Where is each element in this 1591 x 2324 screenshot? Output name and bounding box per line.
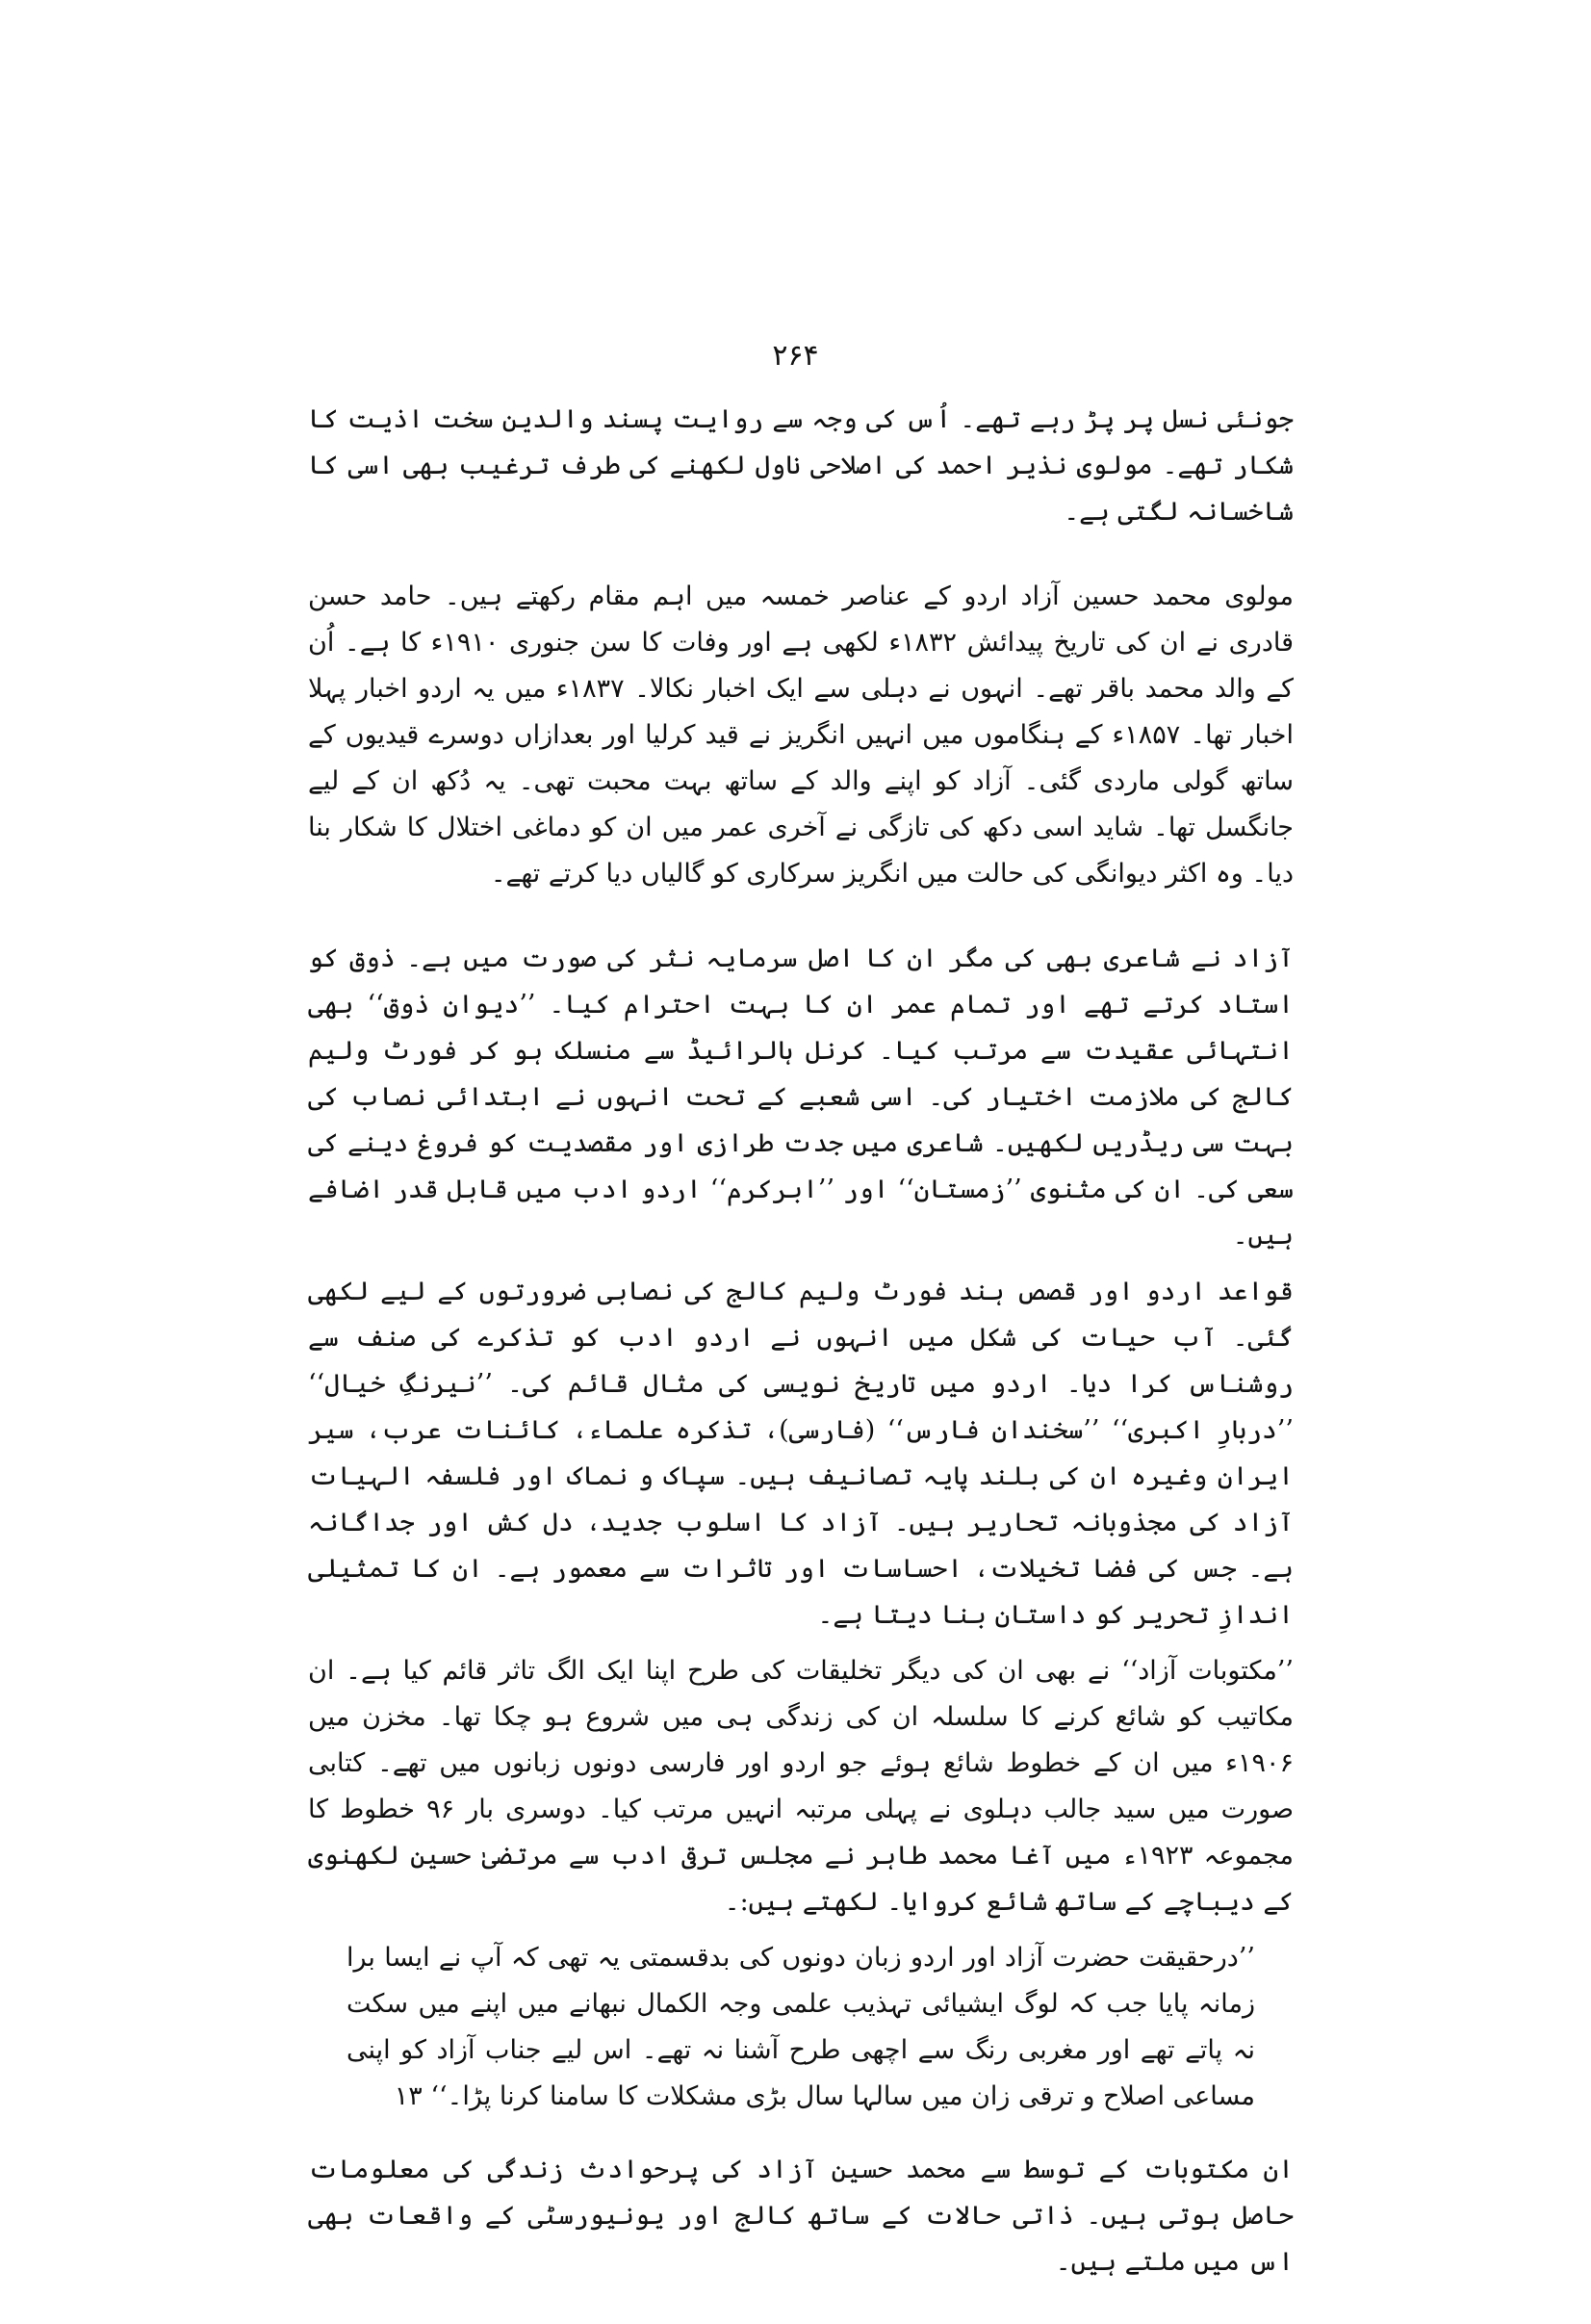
paragraph: جونئی نسل پر پڑ رہے تھے۔ اُس کی وجہ سے روایت پسند والدین سخت اذیت کا شکار تھے۔ مولوی نذیر احمد کی اصلاحی ناول لکھنے کی طرف ترغیب بھی اسی کا شاخسانہ لگتی ہے۔ [308, 404, 1294, 527]
page-number: ۲۶۴ [772, 339, 819, 373]
body-text [308, 397, 1294, 2324]
closing-paragraph: ان مکتوبات کے توسط سے محمد حسین آزاد کی پرحوادث زندگی کی معلومات حاصل ہوتی ہیں۔ ذاتی حالات کے ساتھ کالج اور یونیورسٹی کے واقعات بھی اس میں ملتے ہیں۔ [308, 2155, 1294, 2277]
paragraph: قواعد اردو اور قصص ہند فورٹ ولیم کالج کی نصابی ضرورتوں کے لیے لکھی گئی۔ آب حیات کی شکل میں انہوں نے اردو ادب کو تذکرے کی صنف سے روشناس کرا دیا۔ اردو میں تاریخ نویسی کی مثال قائم کی۔ ’’نیرنگِ خیال‘‘ ’’دربارِ اکبری‘‘ ’’سخندانِ فارس‘‘ (فارسی)، تذکرہ علماء، کائنات عرب، سیر ایران وغیرہ ان کی بلند پایہ تصانیف ہیں۔ سپاک و نماک اور فلسفہ الہیات آزاد کی مجذوبانہ تحاریر ہیں۔ آزاد کا اسلوب جدید، دل کش اور جداگانہ ہے۔ جس کی فضا تخیلات، احساسات اور تاثرات سے معمور ہے۔ ان کا تمثیلی اندازِ تحریر کو داستان بنا دیتا ہے۔ [308, 1277, 1294, 1630]
paragraph: مولوی محمد حسین آزاد اردو کے عناصر خمسہ میں اہم مقام رکھتے ہیں۔ حامد حسن قادری نے ان کی تاریخ پیدائش ۱۸۳۲ء لکھی ہے اور وفات کا سن جنوری ۱۹۱۰ء کا ہے۔ اُن کے والد محمد باقر تھے۔ انہوں نے دہلی سے ایک اخبار نکالا۔ ۱۸۳۷ء میں یہ اردو اخبار پہلا اخبار تھا۔ ۱۸۵۷ء کے ہنگاموں میں انہیں انگریز نے قید کرلیا اور بعدازاں دوسرے قیدیوں کے ساتھ گولی ماردی گئی۔ آزاد کو اپنے والد کے ساتھ بہت محبت تھی۔ یہ دُکھ ان کے لیے جانگسل تھا۔ شاید اسی دکھ کی تازگی نے آخری عمر میں ان کو دماغی اختلال کا شکار بنا دیا۔ وہ اکثر دیوانگی کی حالت میں انگریز سرکاری کو گالیاں دیا کرتے تھے۔ [308, 581, 1294, 889]
block-quote: ’’درحقیقت حضرت آزاد اور اردو زبان دونوں کی بدقسمتی یہ تھی کہ آپ نے ایسا برا زمانہ پایا جب کہ لوگ ایشیائی تہذیب علمی وجہ الکمال نبھانے میں اپنے میں سکت نہ پاتے تھے اور مغربی رنگ سے اچھی طرح آشنا نہ تھے۔ اس لیے جناب آزاد کو اپنی مساعی اصلاح و ترقی زان میں سالہا سال بڑی مشکلات کا سامنا کرنا پڑا۔‘‘ ۱۳ [346, 1943, 1255, 2111]
paragraph: ’’مکتوبات آزاد‘‘ نے بھی ان کی دیگر تخلیقات کی طرح اپنا ایک الگ تاثر قائم کیا ہے۔ ان مکاتیب کو شائع کرنے کا سلسلہ ان کی زندگی ہی میں شروع ہو چکا تھا۔ مخزن میں ۱۹۰۶ء میں ان کے خطوط شائع ہوئے جو اردو اور فارسی دونوں زبانوں میں تھے۔ کتابی صورت میں سید جالب دہلوی نے پہلی مرتبہ انہیں مرتب کیا۔ دوسری بار ۹۶ خطوط کا مجموعہ ۱۹۲۳ء میں آغا محمد طاہر نے مجلس ترقی ادب سے مرتضیٰ حسین لکھنوی کے دیباچے کے ساتھ شائع کروایا۔ لکھتے ہیں:۔ [308, 1656, 1294, 1917]
paragraph: آزاد نے شاعری بھی کی مگر ان کا اصل سرمایہ نثر کی صورت میں ہے۔ ذوق کو استاد کرتے تھے اور تمام عمر ان کا بہت احترام کیا۔ ’’دیوانِ ذوق‘‘ بھی انتہائی عقیدت سے مرتب کیا۔ کرنل ہالرائیڈ سے منسلک ہو کر فورٹ ولیم کالج کی ملازمت اختیار کی۔ اسی شعبے کے تحت انہوں نے ابتدائی نصاب کی بہت سی ریڈریں لکھیں۔ شاعری میں جدت طرازی اور مقصدیت کو فروغ دینے کی سعی کی۔ ان کی مثنوی ’’زمستان‘‘ اور ’’ابرکرم‘‘ اردو ادب میں قابل قدر اضافے ہیں۔ [308, 943, 1294, 1251]
